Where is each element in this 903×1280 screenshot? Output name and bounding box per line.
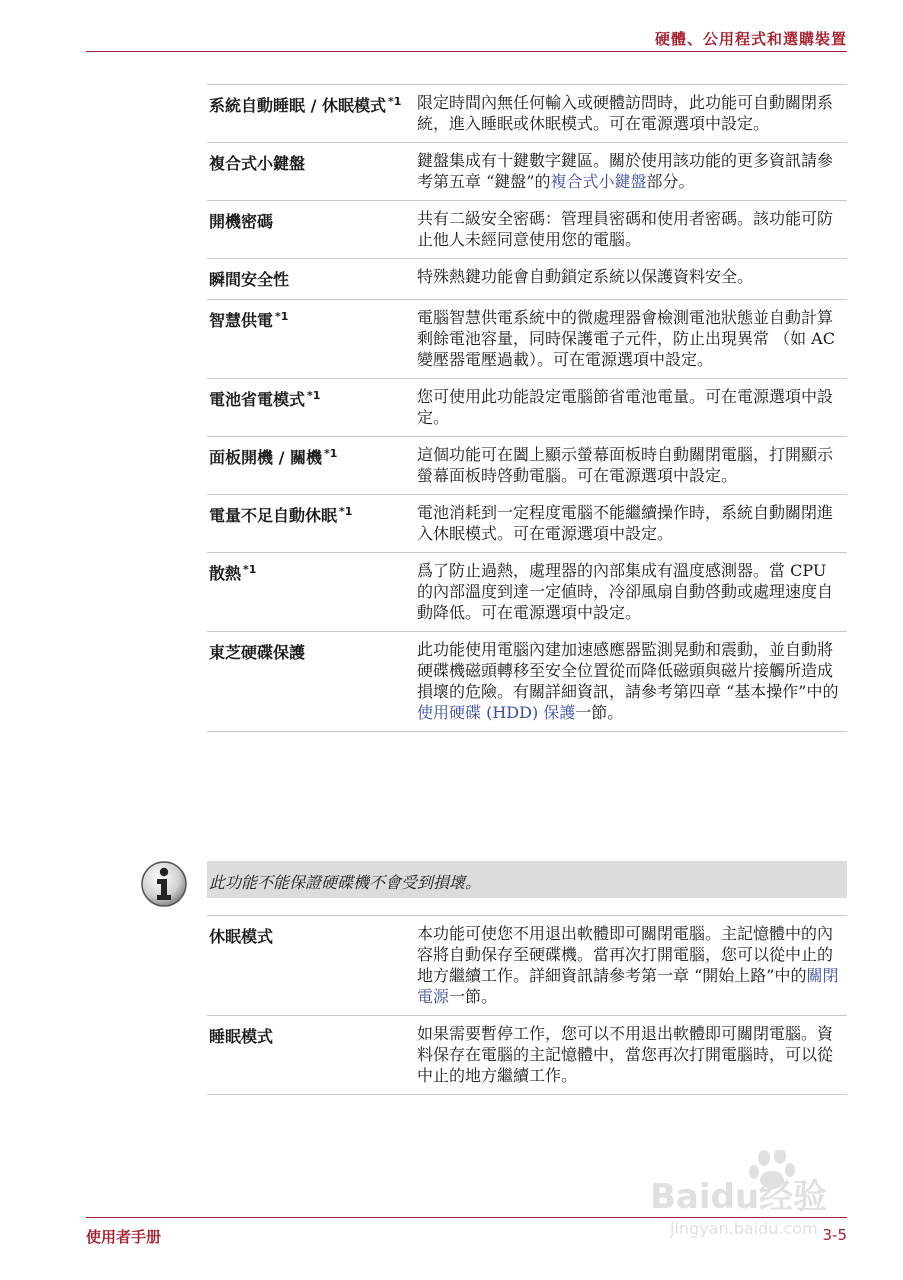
feature-description bbox=[417, 92, 847, 134]
description-text: 這個功能可在闔上顯示螢幕面板時自動關閉電腦，打開顯示螢幕面板時啓動電腦。可在電源選項中設定。 bbox=[417, 445, 834, 485]
description-text: 本功能可使您不用退出軟體即可關閉電腦。主記憶體中的內容將自動保存至硬碟機。當再次打開電腦，您可以從中止的地方繼續工作。詳細資訊請參考第一章 “開始上路”中的 bbox=[417, 924, 834, 985]
feature-term-text: 電量不足自動休眠 bbox=[209, 506, 338, 525]
footnote-marker: *1 bbox=[275, 310, 289, 323]
table-row bbox=[207, 299, 847, 378]
table-row bbox=[207, 436, 847, 494]
feature-term-text: 散熱 bbox=[209, 564, 242, 583]
feature-term bbox=[207, 1023, 417, 1086]
table-row bbox=[207, 1015, 847, 1095]
cross-reference-link[interactable]: 關閉電源 bbox=[417, 966, 839, 1006]
description-text: 限定時間內無任何輸入或硬體訪問時，此功能可自動關閉系統，進入睡眠或休眠模式。可在電源選項中設定。 bbox=[417, 93, 834, 133]
description-text: 您可使用此功能設定電腦節省電池電量。可在電源選項中設定。 bbox=[417, 387, 834, 427]
header-rule bbox=[86, 51, 847, 52]
cross-reference-link[interactable]: 使用硬碟 (HDD) 保護 bbox=[417, 703, 576, 722]
watermark-brand: Baidu经验 bbox=[650, 1177, 828, 1217]
page-number: 3-5 bbox=[822, 1226, 847, 1244]
running-header-title: 硬體、公用程式和選購裝置 bbox=[654, 30, 847, 48]
description-text: 電池消耗到一定程度電腦不能繼續操作時，系統自動關閉進入休眠模式。可在電源選項中設定。 bbox=[417, 503, 834, 543]
footnote-marker: *1 bbox=[388, 95, 402, 108]
table-row bbox=[207, 494, 847, 552]
table-row bbox=[207, 200, 847, 258]
footer-rule bbox=[86, 1217, 847, 1218]
description-text: 電腦智慧供電系統中的微處理器會檢測電池狀態並自動計算剩餘電池容量，同時保護電子元件，防止出現異常 （如 AC 變壓器電壓過載）。可在電源選項中設定。 bbox=[417, 308, 835, 369]
table-row bbox=[207, 631, 847, 732]
feature-term-text: 智慧供電 bbox=[209, 311, 274, 330]
table-row bbox=[207, 915, 847, 1015]
features-table bbox=[207, 84, 847, 732]
feature-term-text: 複合式小鍵盤 bbox=[209, 154, 306, 173]
feature-term bbox=[207, 386, 417, 428]
feature-term bbox=[207, 444, 417, 486]
description-text: 此功能使用電腦內建加速感應器監測晃動和震動，並自動將硬碟機磁頭轉移至安全位置從而降低磁頭與磁片接觸所造成損壞的危險。有關詳細資訊，請參考第四章 “基本操作”中的 bbox=[417, 640, 839, 701]
feature-term-text: 系統自動睡眠 / 休眠模式 bbox=[209, 96, 386, 115]
feature-description bbox=[417, 208, 847, 250]
feature-term bbox=[207, 560, 417, 623]
feature-term bbox=[207, 92, 417, 134]
table-row bbox=[207, 552, 847, 631]
feature-term bbox=[207, 502, 417, 544]
footnote-marker: *1 bbox=[339, 505, 353, 518]
feature-description bbox=[417, 386, 847, 428]
feature-term-text: 東芝硬碟保護 bbox=[209, 643, 306, 662]
footnote-marker: *1 bbox=[243, 563, 257, 576]
footnote-marker: *1 bbox=[307, 389, 321, 402]
info-note: 此功能不能保證硬碟機不會受到損壞。 bbox=[207, 861, 847, 898]
feature-description bbox=[417, 502, 847, 544]
feature-term-text: 面板開機 / 關機 bbox=[209, 448, 322, 467]
feature-description bbox=[417, 150, 847, 192]
feature-term bbox=[207, 923, 417, 1007]
description-text: 一節。 bbox=[449, 987, 498, 1006]
footer-manual-title: 使用者手册 bbox=[86, 1228, 162, 1246]
description-text: 特殊熱鍵功能會自動鎖定系統以保護資料安全。 bbox=[417, 267, 754, 286]
feature-term-text: 瞬間安全性 bbox=[209, 270, 290, 289]
description-text: 共有二級安全密碼：管理員密碼和使用者密碼。該功能可防止他人未經同意使用您的電腦。 bbox=[417, 209, 834, 249]
feature-description bbox=[417, 923, 847, 1007]
table-row bbox=[207, 84, 847, 142]
feature-term bbox=[207, 150, 417, 192]
feature-description bbox=[417, 444, 847, 486]
info-icon bbox=[140, 860, 188, 908]
feature-description bbox=[417, 307, 847, 370]
feature-description bbox=[417, 1023, 847, 1086]
description-text: 鍵盤集成有十鍵數字鍵區。關於使用該功能的更多資訊請參考第五章 “鍵盤”的 bbox=[417, 151, 834, 191]
feature-term-text: 電池省電模式 bbox=[209, 390, 306, 409]
cross-reference-link[interactable]: 複合式小鍵盤 bbox=[550, 172, 647, 191]
description-text: 部分。 bbox=[646, 172, 695, 191]
description-text: 如果需要暫停工作，您可以不用退出軟體即可關閉電腦。資料保存在電腦的主記憶體中，當您再次打開電腦時，可以從中止的地方繼續工作。 bbox=[417, 1024, 834, 1085]
feature-term bbox=[207, 208, 417, 250]
table-row bbox=[207, 142, 847, 200]
feature-description bbox=[417, 560, 847, 623]
feature-term-text: 睡眠模式 bbox=[209, 1027, 274, 1046]
feature-term-text: 休眠模式 bbox=[209, 927, 274, 946]
modes-table bbox=[207, 915, 847, 1095]
feature-term-text: 開機密碼 bbox=[209, 212, 274, 231]
feature-description bbox=[417, 266, 847, 291]
footnote-marker: *1 bbox=[324, 447, 338, 460]
feature-term bbox=[207, 307, 417, 370]
feature-term bbox=[207, 266, 417, 291]
table-row bbox=[207, 378, 847, 436]
feature-description bbox=[417, 639, 847, 723]
watermark-url: jingyan.baidu.com bbox=[670, 1219, 818, 1238]
description-text: 爲了防止過熱，處理器的內部集成有溫度感測器。當 CPU 的內部溫度到達一定値時，冷卻風扇自動啓動或處理速度自動降低。可在電源選項中設定。 bbox=[417, 561, 834, 622]
feature-term bbox=[207, 639, 417, 723]
description-text: 一節。 bbox=[575, 703, 624, 722]
table-row bbox=[207, 258, 847, 299]
